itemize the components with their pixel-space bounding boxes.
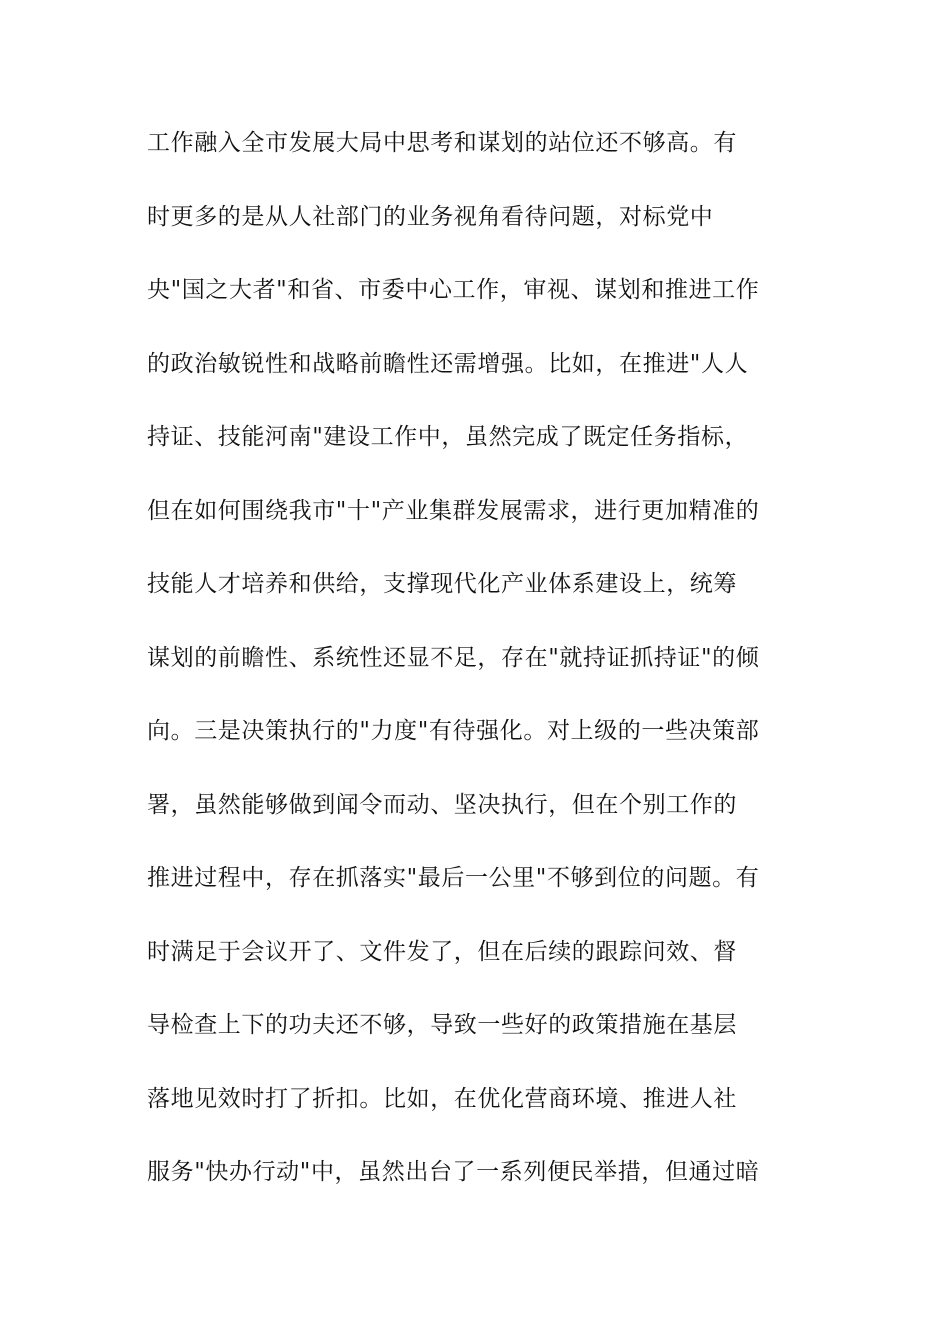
body-text (147, 118, 807, 1221)
text-line: 署，虽然能够做到闻令而动、坚决执行，但在个别工作的 (147, 791, 737, 818)
text-line: 时更多的是从人社部门的业务视角看待问题，对标党中 (147, 203, 714, 230)
text-line: 央"国之大者"和省、市委中心工作，审视、谋划和推进工作 (147, 277, 760, 303)
text-line: 导检查上下的功夫还不够，导致一些好的政策措施在基层 (147, 1012, 737, 1038)
text-line: 推进过程中，存在抓落实"最后一公里"不够到位的问题。有 (147, 865, 760, 891)
text-line: 向。三是决策执行的"力度"有待强化。对上级的一些决策部 (147, 718, 760, 744)
text-line: 谋划的前瞻性、系统性还显不足，存在"就持证抓持证"的倾 (147, 644, 760, 671)
text-line: 技能人才培养和供给，支撑现代化产业体系建设上，统筹 (147, 571, 737, 597)
text-line: 的政治敏锐性和战略前瞻性还需增强。比如，在推进"人人 (147, 350, 749, 377)
text-line: 落地见效时打了折扣。比如，在优化营商环境、推进人社 (147, 1085, 737, 1112)
text-line: 但在如何围绕我市"十"产业集群发展需求，进行更加精准的 (147, 497, 760, 524)
text-line: 持证、技能河南"建设工作中，虽然完成了既定任务指标， (147, 424, 749, 450)
text-line: 工作融入全市发展大局中思考和谋划的站位还不够高。有 (147, 130, 737, 156)
text-line: 服务"快办行动"中，虽然出台了一系列便民举措，但通过暗 (147, 1159, 760, 1185)
text-line: 时满足于会议开了、文件发了，但在后续的跟踪问效、督 (147, 938, 737, 965)
